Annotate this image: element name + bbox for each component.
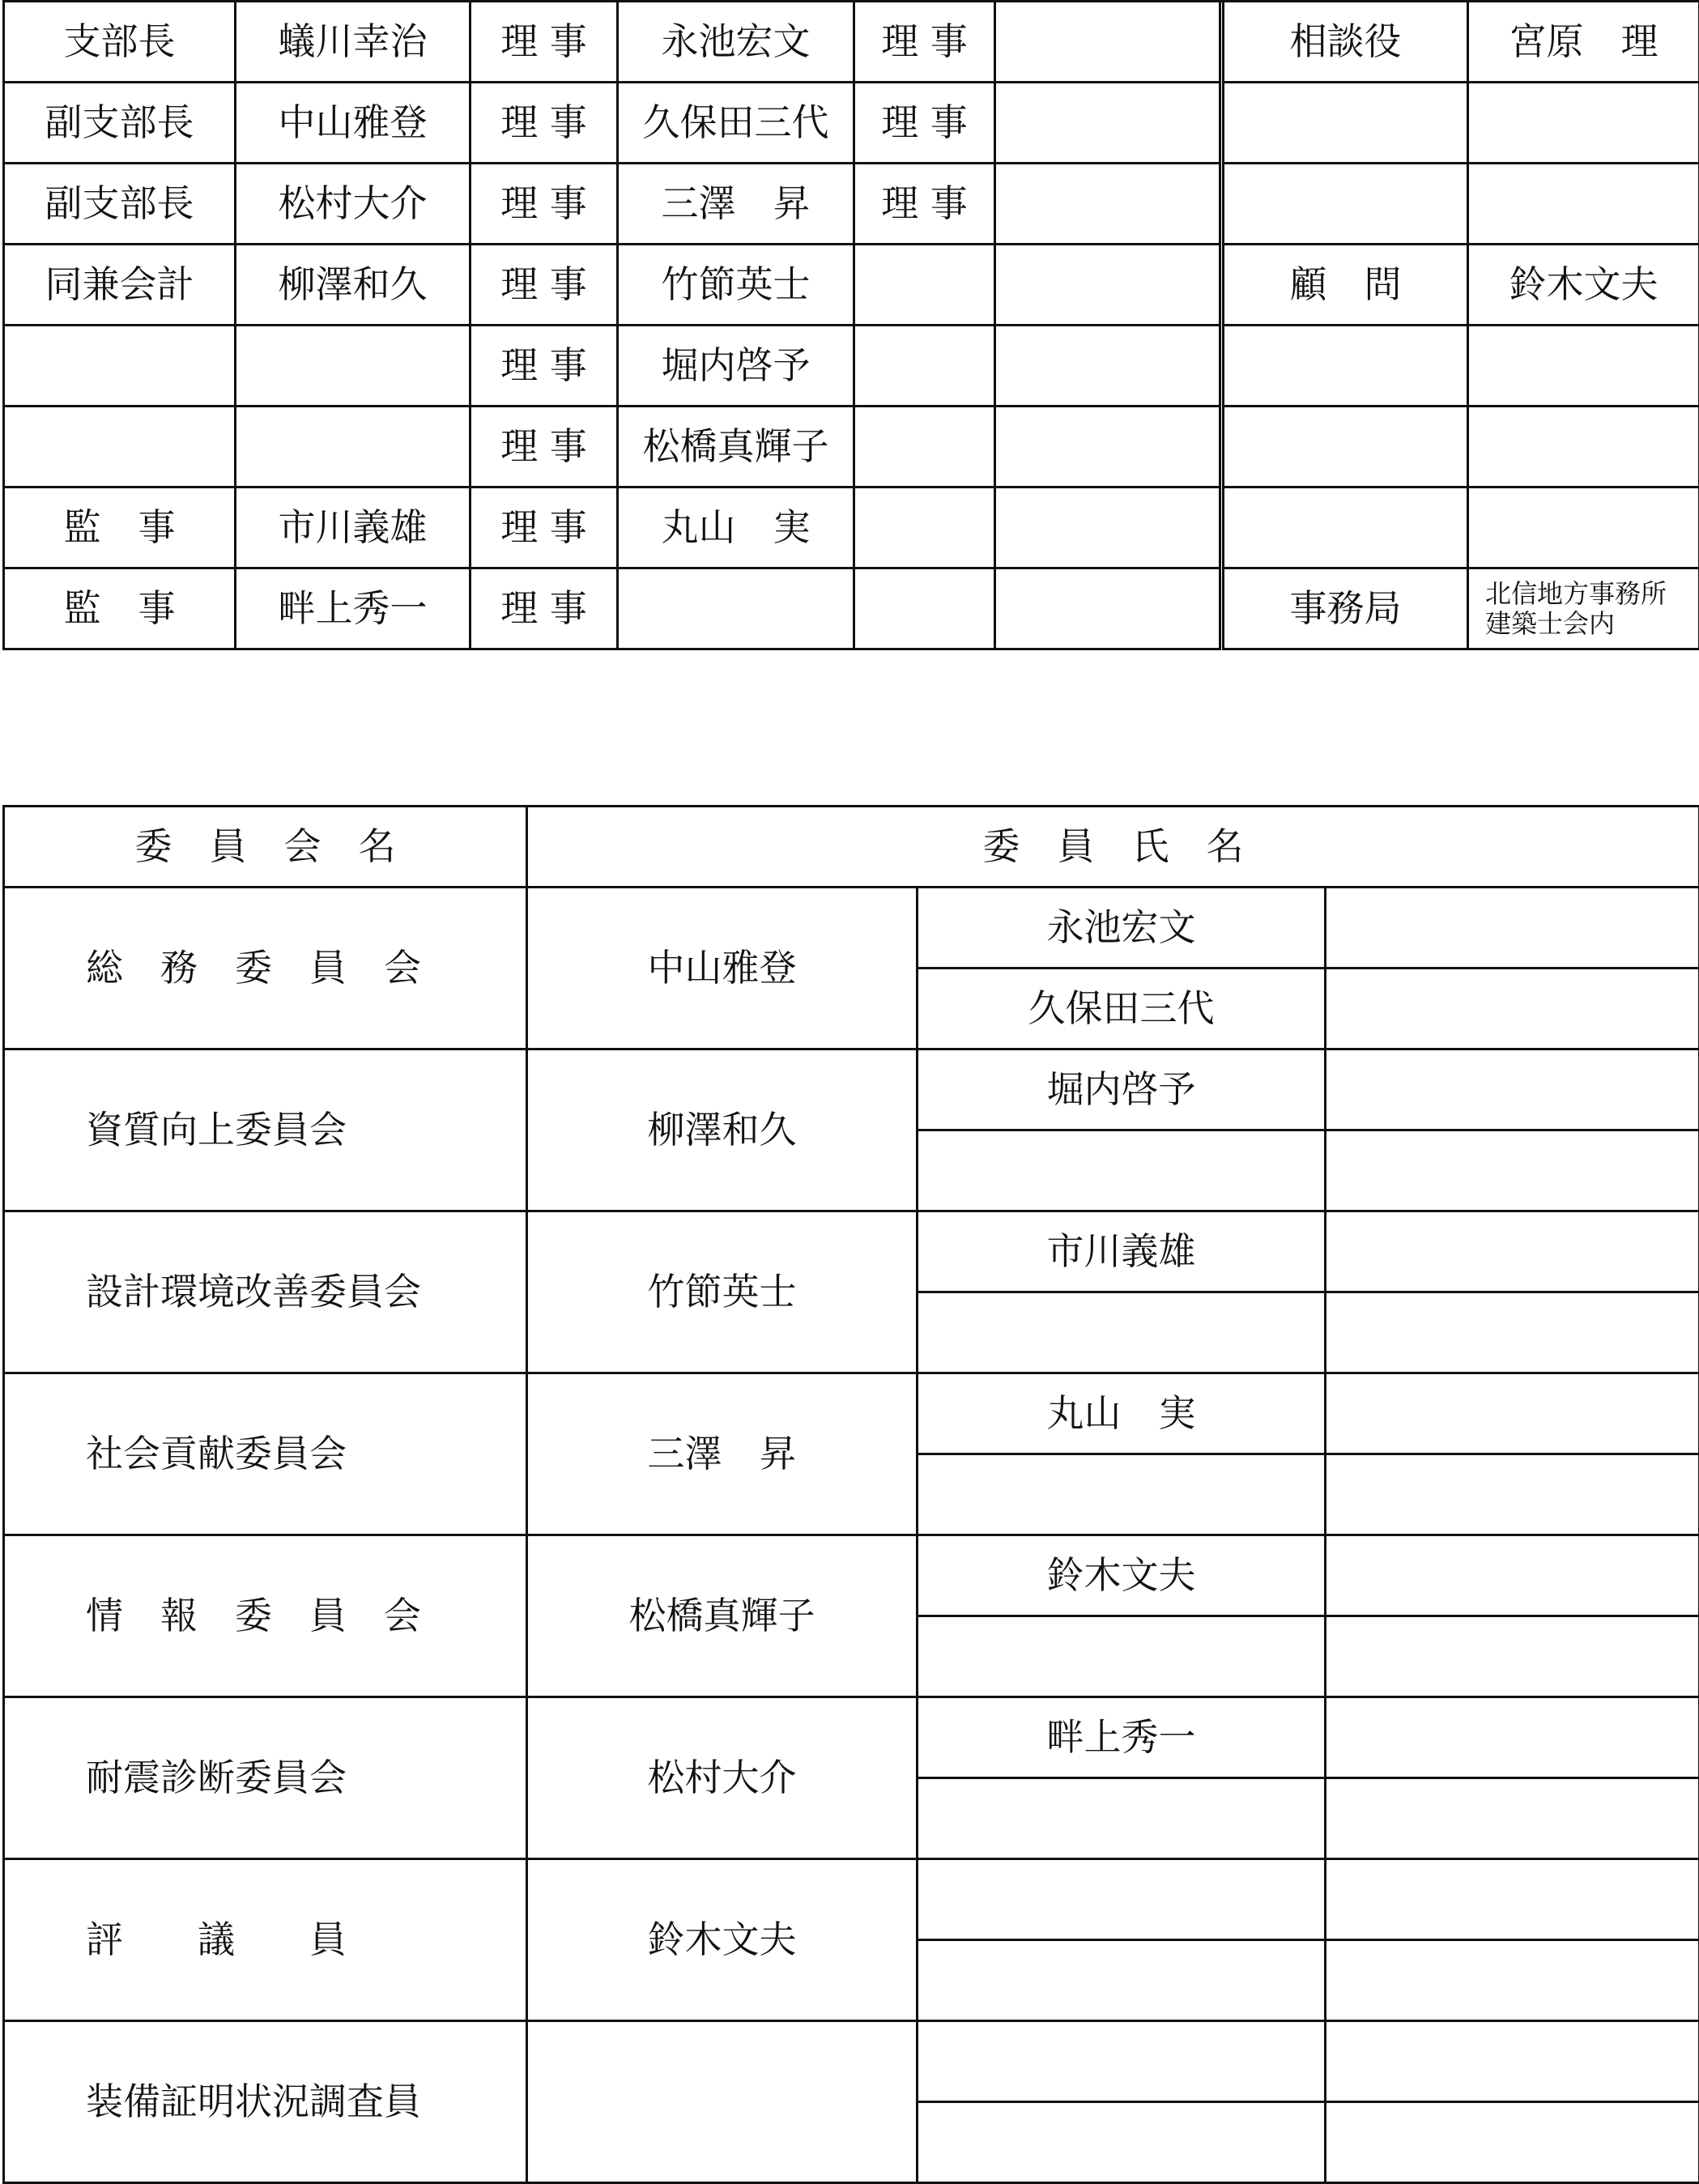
officer-role (4, 326, 236, 407)
officer-name: 市川義雄 (236, 487, 471, 568)
committee-member: 鈴木文夫 (918, 1535, 1326, 1616)
director-role: 理 事 (471, 245, 618, 326)
committee-chair: 三澤 昇 (527, 1373, 918, 1535)
committee-row (4, 1049, 1699, 1130)
advisor-name (1468, 164, 1699, 245)
committee-member: 永池宏文 (918, 888, 1326, 969)
committee-member-extra (1326, 1940, 1699, 2021)
committee-member-extra (1326, 1211, 1699, 1292)
director-name (995, 164, 1220, 245)
committee-member-extra (1326, 1535, 1699, 1616)
secretariat-role: 事務局 (1224, 568, 1468, 649)
committee-member (918, 1940, 1326, 2021)
committee-member-extra (1326, 1049, 1699, 1130)
officer-name (236, 326, 471, 407)
committee-row (4, 1535, 1699, 1616)
director-name (995, 326, 1220, 407)
committee-row (4, 2021, 1699, 2102)
officer-name: 柳澤和久 (236, 245, 471, 326)
committee-chair: 鈴木文夫 (527, 1859, 918, 2021)
committee-chair: 竹節英士 (527, 1211, 918, 1373)
director-role: 理 事 (471, 164, 618, 245)
committee-name-header: 委 員 会 名 (4, 807, 527, 888)
director-name (995, 2, 1220, 83)
committee-member-extra (1326, 1292, 1699, 1373)
director-name (995, 568, 1220, 649)
committee-row (4, 1373, 1699, 1454)
committee-member: 丸山 実 (918, 1373, 1326, 1454)
committee-member (918, 2021, 1326, 2102)
committee-name: 社会貢献委員会 (4, 1373, 527, 1535)
officer-row (4, 326, 1699, 407)
committee-member (918, 1859, 1326, 1940)
committee-member-extra (1326, 1454, 1699, 1535)
committee-chair: 中山雅登 (527, 888, 918, 1049)
advisor-name (1468, 487, 1699, 568)
committee-member (918, 2102, 1326, 2183)
committee-chair: 松橋真輝子 (527, 1535, 918, 1697)
advisor-role (1224, 164, 1468, 245)
advisor-name: 宮原 理 (1468, 2, 1699, 83)
committee-name: 装備証明状況調査員 (4, 2021, 527, 2183)
director-name: 久保田三代 (618, 83, 854, 164)
committee-member: 市川義雄 (918, 1211, 1326, 1292)
committee-chair (527, 2021, 918, 2183)
officer-name (236, 407, 471, 487)
committee-name: 総 務 委 員 会 (4, 888, 527, 1049)
committees-table (2, 805, 1699, 2184)
committee-name: 情 報 委 員 会 (4, 1535, 527, 1697)
director-role: 理 事 (854, 83, 995, 164)
director-role: 理 事 (471, 487, 618, 568)
officer-row (4, 487, 1699, 568)
committee-member: 堀内啓予 (918, 1049, 1326, 1130)
officer-name: 中山雅登 (236, 83, 471, 164)
committee-name: 設計環境改善委員会 (4, 1211, 527, 1373)
advisor-role (1224, 487, 1468, 568)
committee-name: 評 議 員 (4, 1859, 527, 2021)
director-role: 理 事 (854, 164, 995, 245)
officer-row (4, 164, 1699, 245)
advisor-role (1224, 83, 1468, 164)
officer-role: 副支部長 (4, 164, 236, 245)
committee-member: 久保田三代 (918, 969, 1326, 1049)
advisor-name (1468, 407, 1699, 487)
director-name: 竹節英士 (618, 245, 854, 326)
committee-member-extra (1326, 1130, 1699, 1211)
advisor-name (1468, 83, 1699, 164)
committee-member-extra (1326, 1859, 1699, 1940)
advisor-name: 鈴木文夫 (1468, 245, 1699, 326)
committee-member (918, 1130, 1326, 1211)
officer-row (4, 568, 1699, 649)
committee-row (4, 888, 1699, 969)
director-name: 丸山 実 (618, 487, 854, 568)
committee-member-extra (1326, 1778, 1699, 1859)
officers-body (4, 2, 1699, 649)
director-name: 堀内啓予 (618, 326, 854, 407)
director-role (854, 487, 995, 568)
committee-member-extra (1326, 2102, 1699, 2183)
committee-header-row (4, 807, 1699, 888)
committee-member-extra (1326, 888, 1699, 969)
officer-name: 蟻川幸治 (236, 2, 471, 83)
officer-role (4, 407, 236, 487)
committees-body (4, 807, 1699, 2183)
committee-row (4, 1859, 1699, 1940)
committee-name: 資質向上委員会 (4, 1049, 527, 1211)
committee-member (918, 1616, 1326, 1697)
member-names-header: 委 員 氏 名 (527, 807, 1699, 888)
officer-role: 監 事 (4, 568, 236, 649)
director-name (995, 83, 1220, 164)
director-role: 理 事 (854, 2, 995, 83)
officer-row (4, 245, 1699, 326)
officer-row (4, 2, 1699, 83)
advisor-role: 相談役 (1224, 2, 1468, 83)
officers-table (2, 0, 1699, 650)
director-role (854, 568, 995, 649)
director-role: 理 事 (471, 83, 618, 164)
director-name (995, 245, 1220, 326)
advisor-role (1224, 326, 1468, 407)
advisor-role: 顧 問 (1224, 245, 1468, 326)
director-role (854, 245, 995, 326)
director-name: 三澤 昇 (618, 164, 854, 245)
officer-role: 副支部長 (4, 83, 236, 164)
director-name (995, 487, 1220, 568)
director-name (618, 568, 854, 649)
committee-member-extra (1326, 1373, 1699, 1454)
committee-member: 畔上秀一 (918, 1697, 1326, 1778)
committee-member-extra (1326, 1697, 1699, 1778)
director-name: 永池宏文 (618, 2, 854, 83)
committee-member-extra (1326, 969, 1699, 1049)
officer-row (4, 407, 1699, 487)
director-role (854, 326, 995, 407)
committee-chair: 柳澤和久 (527, 1049, 918, 1211)
advisor-name (1468, 326, 1699, 407)
committee-member-extra (1326, 2021, 1699, 2102)
officer-role: 同兼会計 (4, 245, 236, 326)
officer-name: 松村大介 (236, 164, 471, 245)
committee-member (918, 1778, 1326, 1859)
officer-role: 監 事 (4, 487, 236, 568)
committee-member-extra (1326, 1616, 1699, 1697)
committee-row (4, 1211, 1699, 1292)
director-name (995, 407, 1220, 487)
committee-member (918, 1454, 1326, 1535)
secretariat-location: 北信地方事務所 建築士会内 (1468, 568, 1699, 649)
director-name: 松橋真輝子 (618, 407, 854, 487)
committee-name: 耐震診断委員会 (4, 1697, 527, 1859)
officer-name: 畔上秀一 (236, 568, 471, 649)
director-role: 理 事 (471, 2, 618, 83)
officer-row (4, 83, 1699, 164)
committee-member (918, 1292, 1326, 1373)
director-role: 理 事 (471, 568, 618, 649)
director-role: 理 事 (471, 407, 618, 487)
committee-chair: 松村大介 (527, 1697, 918, 1859)
director-role (854, 407, 995, 487)
committee-row (4, 1697, 1699, 1778)
advisor-role (1224, 407, 1468, 487)
director-role: 理 事 (471, 326, 618, 407)
officer-role: 支部長 (4, 2, 236, 83)
